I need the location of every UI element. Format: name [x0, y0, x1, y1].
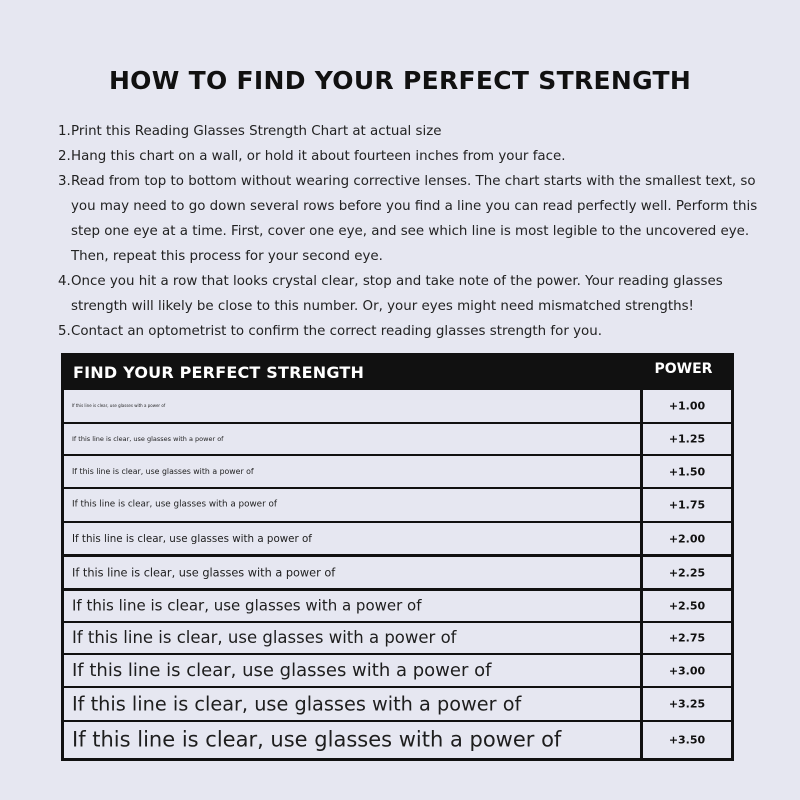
chart-row: [64, 655, 731, 686]
power-cell: [643, 390, 731, 422]
step-text: Contact an optometrist to confirm the correct reading glasses strength for you.: [71, 324, 602, 339]
instruction-step: [58, 319, 758, 344]
instruction-step: [58, 144, 758, 169]
power-value: +3.25: [668, 697, 706, 711]
reading-line-cell: [64, 523, 640, 554]
power-cell: [643, 688, 731, 720]
step-number: 4.: [58, 274, 71, 289]
step-text: Read from top to bottom without wearing corrective lenses. The chart starts with the smallest text, so you may need to go down several rows before you find a line you can read perfectly well. Perform this step one eye at a time. First, cover one eye, and see which line is most legible to the uncovered eye. Then, repeat this process for your second eye.: [71, 174, 758, 264]
reading-line-cell: [64, 557, 640, 588]
step-text: Once you hit a row that looks crystal clear, stop and take note of the power. Your reading glasses strength will likely be close to this number. Or, your eyes might need mismatched strengths!: [71, 274, 723, 314]
step-number: 5.: [58, 324, 71, 339]
reading-line-cell: [64, 489, 640, 521]
power-value: +1.50: [668, 465, 706, 478]
chart-row: [64, 557, 731, 588]
power-value: +1.75: [668, 498, 706, 512]
chart-row: [64, 424, 731, 454]
power-value: +2.00: [668, 532, 706, 545]
power-value: +2.25: [668, 566, 706, 579]
chart-row: [64, 591, 731, 621]
power-cell: [643, 523, 731, 554]
reading-line-text: If this line is clear, use glasses with a power of: [72, 434, 224, 443]
reading-line-text: If this line is clear, use glasses with a power of: [72, 532, 312, 545]
step-text: Hang this chart on a wall, or hold it about fourteen inches from your face.: [71, 149, 566, 164]
power-cell: [643, 489, 731, 521]
reading-line-cell: [64, 390, 640, 422]
power-value: +3.00: [668, 664, 706, 677]
reading-line-text: If this line is clear, use glasses with a power of: [72, 692, 522, 716]
chart-row: [64, 390, 731, 422]
instruction-step: [58, 169, 758, 269]
power-value: +3.50: [668, 733, 706, 747]
reading-line-text: If this line is clear, use glasses with a power of: [72, 596, 422, 615]
reading-line-cell: [64, 722, 640, 758]
power-value: +2.50: [668, 599, 706, 613]
step-text: Print this Reading Glasses Strength Chart at actual size: [71, 124, 442, 139]
reading-line-text: If this line is clear, use glasses with a power of: [72, 659, 492, 681]
chart-header-title: FIND YOUR PERFECT STRENGTH: [73, 363, 365, 382]
reading-line-cell: [64, 424, 640, 454]
reading-line-cell: [64, 688, 640, 720]
power-value: +2.75: [668, 631, 706, 645]
page-title: HOW TO FIND YOUR PERFECT STRENGTH: [108, 66, 692, 95]
reading-line-cell: [64, 591, 640, 621]
reading-line-text: If this line is clear, use glasses with a power of: [72, 627, 457, 647]
step-number: 2.: [58, 149, 71, 164]
instructions-list: [58, 119, 758, 344]
instruction-step: [58, 119, 758, 144]
chart-row: [64, 456, 731, 487]
chart-header: [61, 353, 734, 388]
chart-row: [64, 523, 731, 554]
step-number: 3.: [58, 174, 71, 189]
power-cell: [643, 722, 731, 758]
reading-line-cell: [64, 623, 640, 653]
reading-line-cell: [64, 655, 640, 686]
power-cell: [643, 655, 731, 686]
power-cell: [643, 591, 731, 621]
power-cell: [643, 424, 731, 454]
strength-chart: [61, 353, 734, 761]
reading-line-text: If this line is clear, use glasses with a power of: [72, 565, 336, 579]
reading-line-text: If this line is clear, use glasses with a power of: [72, 403, 166, 408]
power-value: +1.25: [668, 432, 706, 446]
power-cell: [643, 456, 731, 487]
power-value: +1.00: [668, 399, 706, 413]
chart-row: [64, 722, 731, 758]
chart-row: [64, 623, 731, 653]
power-cell: [643, 623, 731, 653]
reading-line-text: If this line is clear, use glasses with a power of: [72, 727, 562, 752]
step-number: 1.: [58, 124, 71, 139]
power-cell: [643, 557, 731, 588]
instruction-step: [58, 269, 758, 319]
reading-line-text: If this line is clear, use glasses with a power of: [72, 499, 277, 510]
power-column-header: POWER: [654, 361, 713, 377]
reading-line-text: If this line is clear, use glasses with a power of: [72, 466, 254, 476]
chart-row: [64, 688, 731, 720]
chart-row: [64, 489, 731, 521]
reading-line-cell: [64, 456, 640, 487]
